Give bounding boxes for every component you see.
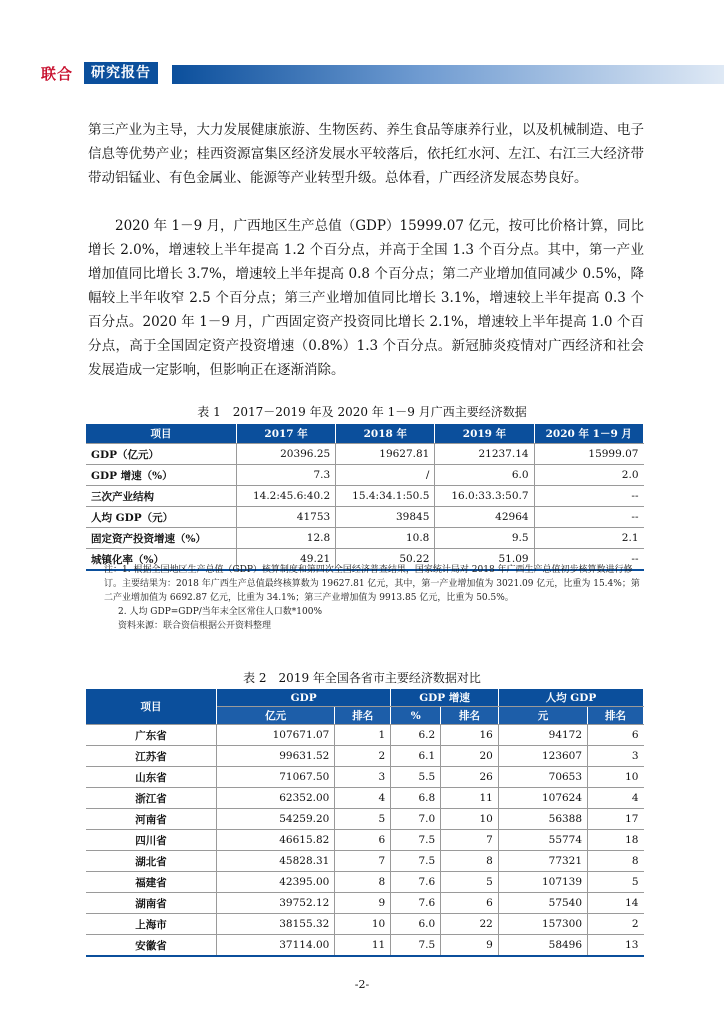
table-cell: / [336, 465, 435, 486]
table1 [86, 424, 644, 571]
table-cell: 10 [335, 914, 391, 935]
brand-label: 研究报告 [84, 62, 158, 84]
table-cell: 51.09 [435, 549, 534, 571]
table-cell: 46615.82 [217, 830, 335, 851]
table2-caption: 表 2 2019 年全国各省市主要经济数据对比 [243, 671, 481, 685]
table-cell: 123607 [498, 746, 587, 767]
table1-notes [104, 563, 644, 633]
province-name: 浙江省 [86, 788, 217, 809]
province-name: 福建省 [86, 872, 217, 893]
table2-sub-header: 元 [498, 707, 587, 725]
table-cell: 62352.00 [217, 788, 335, 809]
table-cell: 14.2:45.6:40.2 [237, 486, 336, 507]
row-label: GDP 增速（%） [86, 465, 237, 486]
table-cell: 7.6 [391, 893, 441, 914]
table-row [86, 725, 644, 746]
table-cell: 3 [335, 767, 391, 788]
table-cell: 8 [441, 851, 499, 872]
table-cell: 21237.14 [435, 444, 534, 465]
table-cell: 6.0 [435, 465, 534, 486]
table2 [86, 689, 644, 957]
table-cell: 5.5 [391, 767, 441, 788]
table-row [86, 893, 644, 914]
table-cell: 107139 [498, 872, 587, 893]
table-cell: 71067.50 [217, 767, 335, 788]
row-label: GDP（亿元） [86, 444, 237, 465]
table-cell: 99631.52 [217, 746, 335, 767]
table-cell: 3 [588, 746, 644, 767]
table-cell: 56388 [498, 809, 587, 830]
table-cell: 8 [335, 872, 391, 893]
table-cell: 6.1 [391, 746, 441, 767]
table-cell: 37114.00 [217, 935, 335, 957]
table-cell: 8 [588, 851, 644, 872]
table1-header: 2018 年 [336, 424, 435, 444]
table-cell: 7.3 [237, 465, 336, 486]
table-cell: 39752.12 [217, 893, 335, 914]
table-cell: 4 [335, 788, 391, 809]
table-cell: 42964 [435, 507, 534, 528]
data-source: 资料来源：联合资信根据公开资料整理 [118, 621, 272, 631]
table-cell: 41753 [237, 507, 336, 528]
header-gradient-bar [172, 65, 724, 84]
note-1: 注：1. 根据全国地区生产总值（GDP）核算制度和第四次全国经济普查结果，国家统计局对 2018 年广西生产总值初步核算数进行修订。主要结果为：2018 年广西生产总值最终核算数为 19627.81 亿元，其中，第一产业增加值为 3021.09 亿元，比重为 15.4%；第二产业增加值为 6692.87 亿元，比重为 34.1%；第三产业增加值为 9913.85 亿元，比重为 50.5%。 [104, 565, 640, 603]
note-2: 2. 人均 GDP=GDP/当年末全区常住人口数*100% [118, 607, 323, 617]
table1-header: 2019 年 [435, 424, 534, 444]
table-cell: 7.5 [391, 851, 441, 872]
table-row [86, 507, 644, 528]
table-row [86, 788, 644, 809]
table-cell: 10 [441, 809, 499, 830]
table2-group-header-row [86, 689, 644, 707]
table-cell: 5 [588, 872, 644, 893]
table-cell: 6.8 [391, 788, 441, 809]
row-label: 固定资产投资增速（%） [86, 528, 237, 549]
table-cell: 9 [335, 893, 391, 914]
table-cell: 9 [441, 935, 499, 957]
province-name: 上海市 [86, 914, 217, 935]
table1-header: 项目 [86, 424, 237, 444]
table-cell: 19627.81 [336, 444, 435, 465]
row-label: 人均 GDP（元） [86, 507, 237, 528]
table-cell: 7.5 [391, 935, 441, 957]
table-cell: -- [534, 507, 643, 528]
table-row [86, 465, 644, 486]
table-cell: 1 [335, 725, 391, 746]
table-cell: 6 [441, 893, 499, 914]
row-label: 三次产业结构 [86, 486, 237, 507]
table-cell: 17 [588, 809, 644, 830]
table-cell: 49.21 [237, 549, 336, 571]
table-row [86, 830, 644, 851]
table-cell: 5 [335, 809, 391, 830]
table-cell: 10 [588, 767, 644, 788]
paragraph-1: 第三产业为主导，大力发展健康旅游、生物医药、养生食品等康养行业，以及机械制造、电子信息等优势产业；桂西资源富集区经济发展水平较落后，依托红水河、左江、右江三大经济带带动铝锰业、有色金属业、能源等产业转型升级。总体看，广西经济发展态势良好。 [88, 122, 644, 186]
table-cell: 7.0 [391, 809, 441, 830]
table1-header: 2017 年 [237, 424, 336, 444]
province-name: 安徽省 [86, 935, 217, 957]
table2-sub-header: 亿元 [217, 707, 335, 725]
table2-sub-header: % [391, 707, 441, 725]
table-cell: 5 [441, 872, 499, 893]
table1-header-row [86, 424, 644, 444]
table-cell: 7.5 [391, 830, 441, 851]
table-cell: 2 [335, 746, 391, 767]
table-cell: 55774 [498, 830, 587, 851]
table-cell: 6 [335, 830, 391, 851]
table-cell: 18 [588, 830, 644, 851]
table-cell: 7 [335, 851, 391, 872]
table-cell: 16 [441, 725, 499, 746]
table-cell: 13 [588, 935, 644, 957]
table-cell: 15999.07 [534, 444, 643, 465]
table-row [86, 914, 644, 935]
table2-sub-header: 排名 [441, 707, 499, 725]
table-cell: 2.0 [534, 465, 643, 486]
table-row [86, 528, 644, 549]
table-cell: 57540 [498, 893, 587, 914]
table-cell: 7 [441, 830, 499, 851]
table-cell: 2 [588, 914, 644, 935]
table-cell: 54259.20 [217, 809, 335, 830]
table-row [86, 767, 644, 788]
table-cell: 20396.25 [237, 444, 336, 465]
table-cell: 26 [441, 767, 499, 788]
table-cell: 94172 [498, 725, 587, 746]
table-cell: 58496 [498, 935, 587, 957]
row-label: 城镇化率（%） [86, 549, 237, 571]
table2-item-header: 项目 [86, 689, 217, 725]
paragraph-2: 2020 年 1－9 月，广西地区生产总值（GDP）15999.07 亿元，按可比价格计算，同比增长 2.0%，增速较上半年提高 1.2 个百分点，并高于全国 1.3 个百分点。其中，第一产业增加值同比增长 3.7%，增速较上半年提高 0.8 个百分点；第二产业增加值同减少 0.5%，降幅较上半年收窄 2.5 个百分点；第三产业增加值同比增长 3.1%，增速较上半年提高 0.3 个百分点。2020 年 1－9 月，广西固定资产投资同比增长 2.1%，增速较上半年提高 1.0 个百分点，高于全国固定资产投资增速（0.8%）1.3 个百分点。新冠肺炎疫情对广西经济和社会发展造成一定影响，但影响正在逐渐消除。 [88, 218, 644, 378]
table-row [86, 851, 644, 872]
table-cell: 38155.32 [217, 914, 335, 935]
table-cell: 15.4:34.1:50.5 [336, 486, 435, 507]
table2-group-header: 人均 GDP [498, 689, 643, 707]
table-row [86, 746, 644, 767]
table-cell: 107671.07 [217, 725, 335, 746]
table-cell: 70653 [498, 767, 587, 788]
table-cell: 39845 [336, 507, 435, 528]
table-cell: 12.8 [237, 528, 336, 549]
table-cell: 14 [588, 893, 644, 914]
table-cell: 16.0:33.3:50.7 [435, 486, 534, 507]
table-cell: 50.22 [336, 549, 435, 571]
table-cell: 42395.00 [217, 872, 335, 893]
province-name: 山东省 [86, 767, 217, 788]
table-cell: 10.8 [336, 528, 435, 549]
table-cell: 11 [335, 935, 391, 957]
province-name: 湖南省 [86, 893, 217, 914]
province-name: 四川省 [86, 830, 217, 851]
table-cell: -- [534, 549, 643, 571]
table-cell: 77321 [498, 851, 587, 872]
table-row [86, 486, 644, 507]
province-name: 河南省 [86, 809, 217, 830]
table-cell: 2.1 [534, 528, 643, 549]
table1-header: 2020 年 1－9 月 [534, 424, 643, 444]
table-cell: 22 [441, 914, 499, 935]
table-cell: 6.0 [391, 914, 441, 935]
province-name: 广东省 [86, 725, 217, 746]
table1-caption: 表 1 2017－2019 年及 2020 年 1－9 月广西主要经济数据 [197, 405, 527, 419]
table-cell: -- [534, 486, 643, 507]
table-row [86, 809, 644, 830]
table-cell: 107624 [498, 788, 587, 809]
table2-group-header: GDP 增速 [391, 689, 499, 707]
table-cell: 9.5 [435, 528, 534, 549]
table-cell: 157300 [498, 914, 587, 935]
page-number: -2- [354, 978, 370, 991]
table-cell: 20 [441, 746, 499, 767]
table-cell: 45828.31 [217, 851, 335, 872]
table-cell: 6.2 [391, 725, 441, 746]
table-row [86, 872, 644, 893]
table-cell: 7.6 [391, 872, 441, 893]
table-row [86, 444, 644, 465]
brand-name: 联合 [41, 65, 74, 83]
table-row [86, 935, 644, 957]
table2-group-header: GDP [217, 689, 391, 707]
province-name: 湖北省 [86, 851, 217, 872]
report-header [0, 62, 724, 86]
table2-sub-header: 排名 [588, 707, 644, 725]
table-cell: 6 [588, 725, 644, 746]
province-name: 江苏省 [86, 746, 217, 767]
table-cell: 4 [588, 788, 644, 809]
table2-sub-header: 排名 [335, 707, 391, 725]
table-cell: 11 [441, 788, 499, 809]
